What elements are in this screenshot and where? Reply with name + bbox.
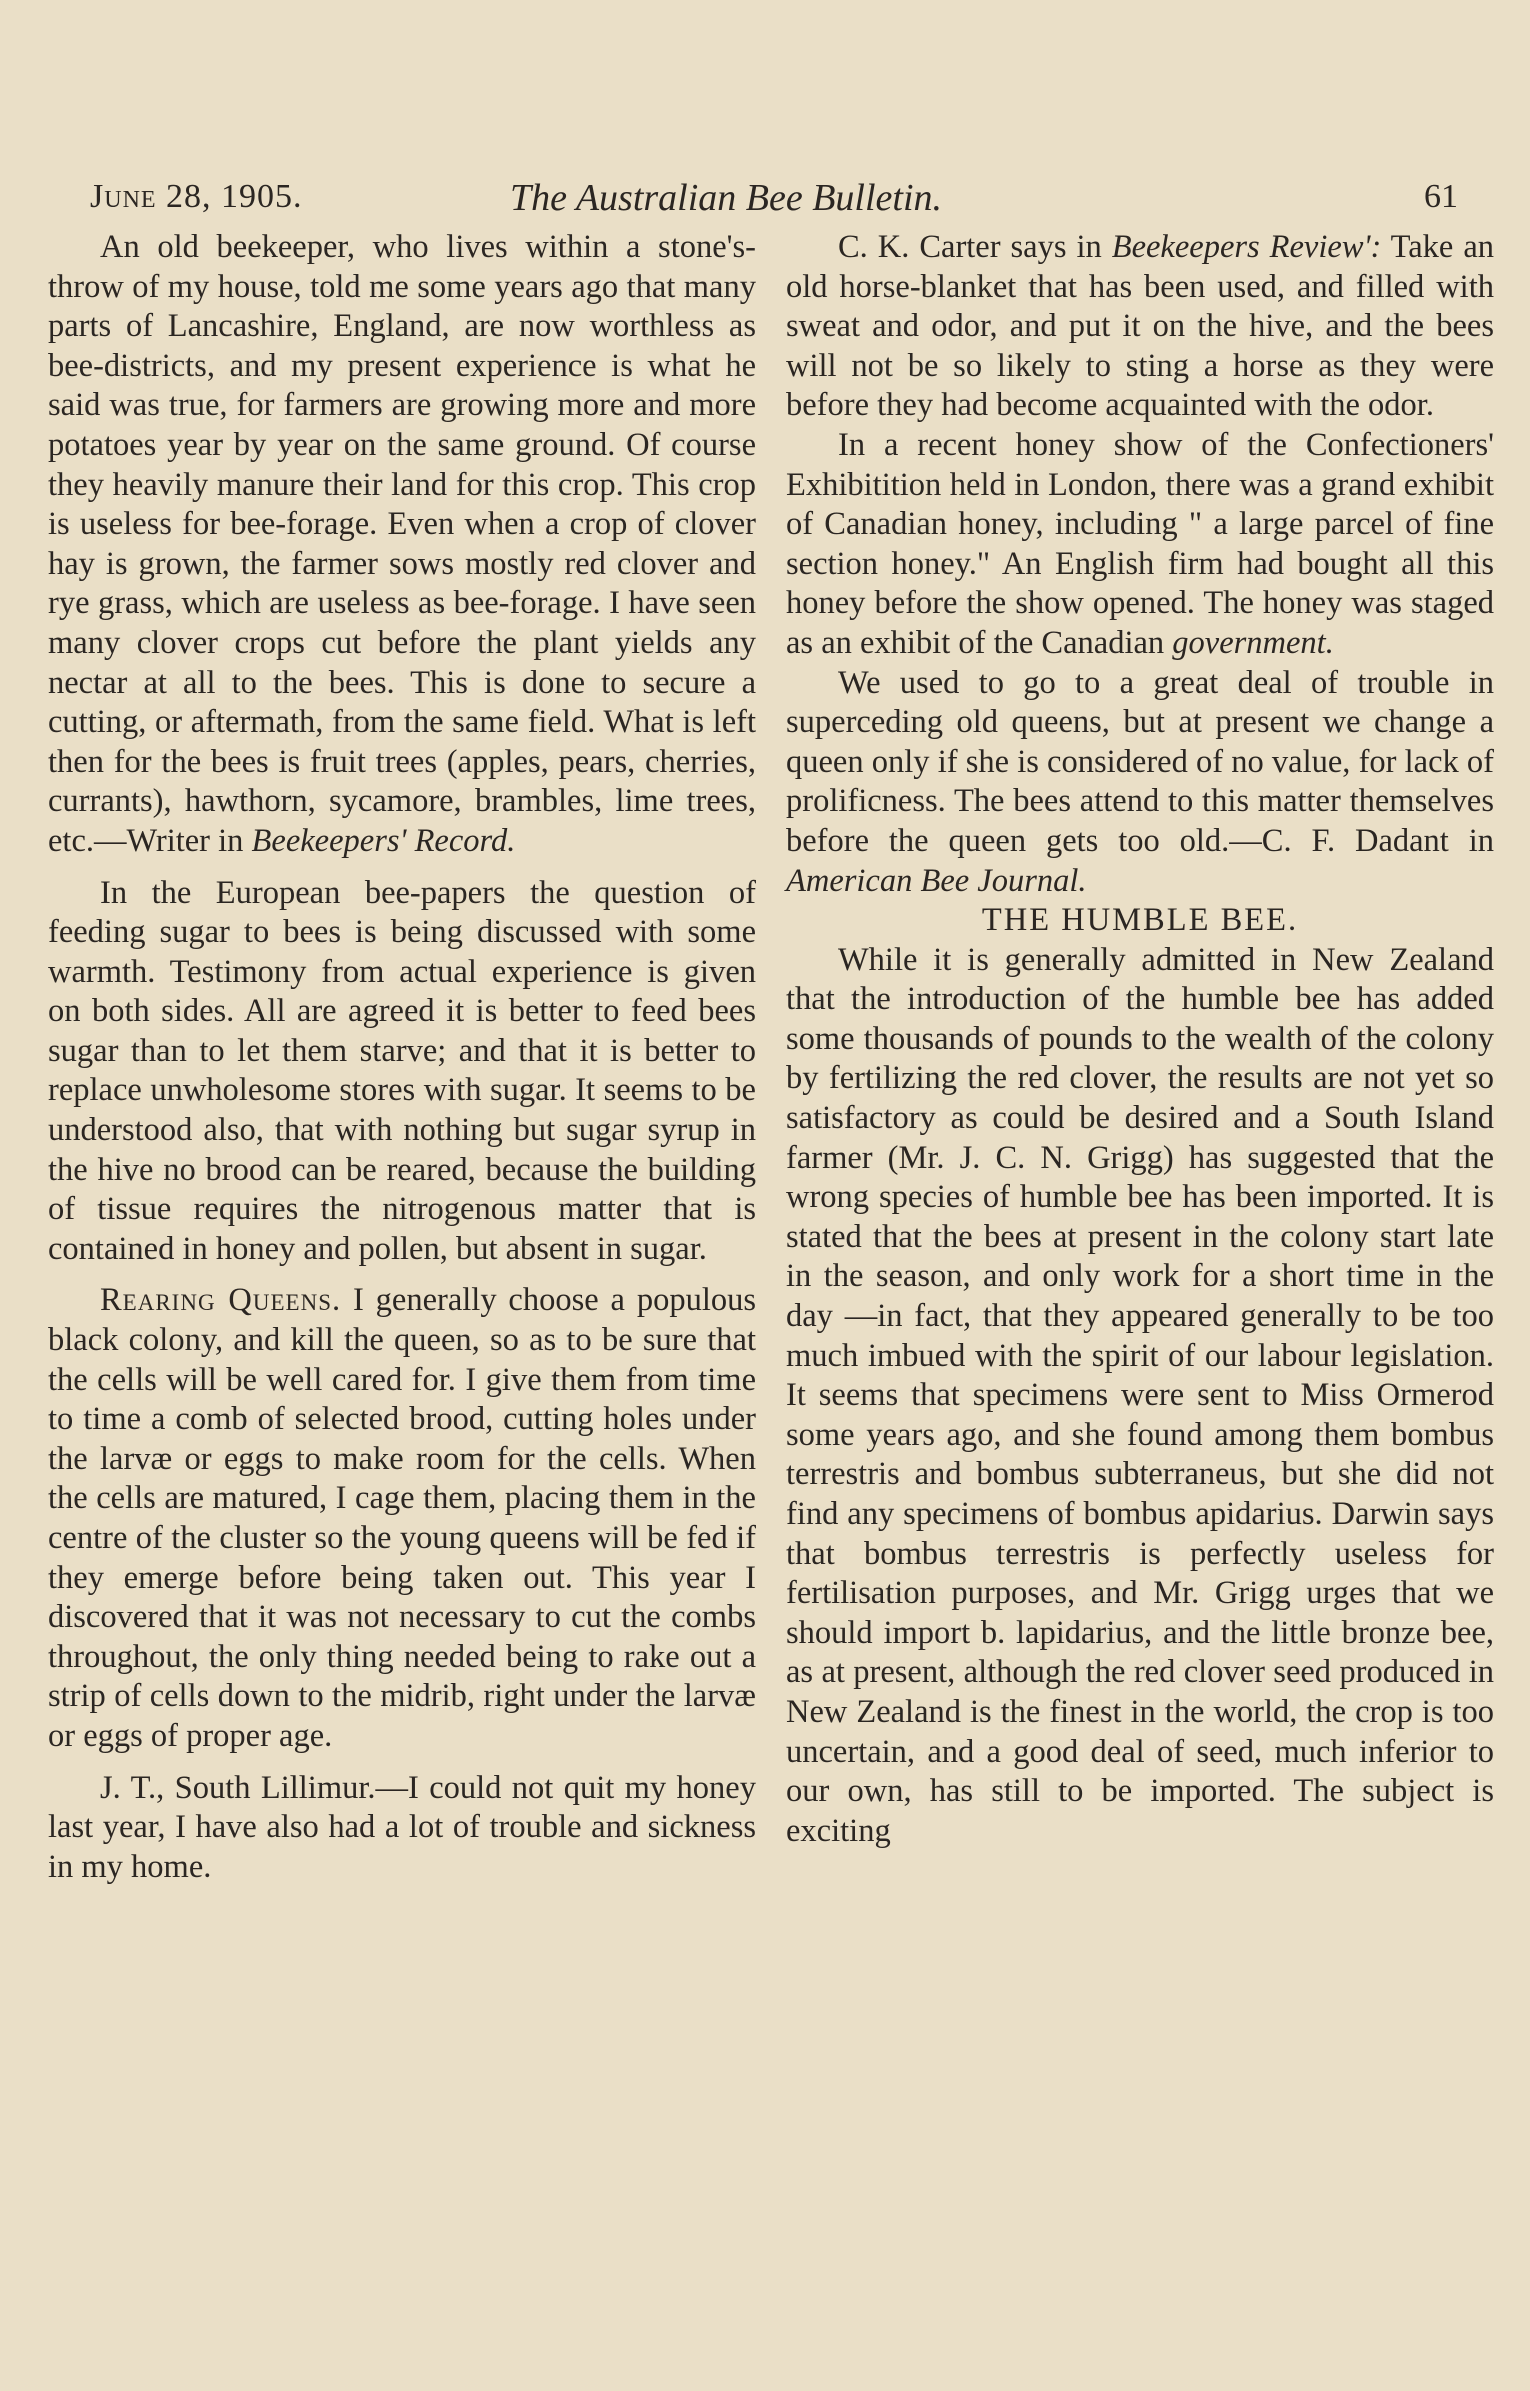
- article-humble-bee-paragraph: While it is generally admitted in New Zealand that the introduction of the humble bee has added some thousands of pounds to the wealth of the colony by fertilizing the red clover, the results are not yet so satisfactory as could be desired and a South Island farmer (Mr. J. C. N. Grigg) has suggested that the wrong species of humble bee has been imported. It is stated that the bees at present in the colony start late in the season, and only work for a short time in the day —in fact, that they appeared generally to be too much imbued with the spirit of our labour legislation. It seems that specimens were sent to Miss Ormerod some years ago, and she found among them bombus terrestris and bombus subterraneus, but she did not find any specimens of bombus apidarius. Darwin says that bombus terrestris is perfectly useless for fertilisation purposes, and Mr. Grigg urges that we should import b. lapidarius, and the little bronze bee, as at present, although the red clover seed produced in New Zealand is the finest in the world, the crop is too uncertain, and a good deal of seed, much inferior to our own, has still to be imported. The subject is exciting: [786, 941, 1494, 1849]
- article-honey-show-paragraph: [786, 426, 1494, 664]
- section-lead: Rearing Queens.: [100, 1282, 342, 1319]
- source-citation: Beekeepers Review':: [1111, 229, 1382, 265]
- article-sugar-feeding-paragraph: In the European bee-papers the question of feeding sugar to bees is being discussed with some warmth. Testimony from actual experience is given on both sides. All are agreed it is better to feed bees sugar than to let them starve; and that it is better to replace unwholesome stores with sugar. It seems to be understood also, that with nothing but sugar syrup in the hive no brood can be reared, because the building of tissue requires the nitrogenous matter that is contained in honey and pollen, but absent in sugar.: [48, 874, 756, 1267]
- left-column: [48, 228, 756, 1887]
- issue-date: June 28, 1905.: [90, 178, 303, 215]
- paragraph-lead: C. K. Carter says in: [838, 229, 1102, 265]
- page-header: [90, 178, 1458, 228]
- source-citation: Beekeepers' Record.: [251, 822, 516, 859]
- paragraph-text: In a recent honey show of the Confectioners' Exhibitition held in London, there was a grand exhibit of Canadian honey, including " a large parcel of fine section honey." An English firm had bought all this honey before the show opened. The honey was staged as an exhibit of the Canadian: [786, 426, 1494, 661]
- paragraph-text: An old beekeeper, who lives within a stone's-throw of my house, told me some years ago that many parts of Lancashire, England, are now worthless as bee-districts, and my present experience is what he said was true, for farmers are growing more and more potatoes year by year on the same ground. Of course they heavily manure their land for this crop. This crop is useless for bee-forage. Even when a crop of clover hay is grown, the farmer sows mostly red clover and rye grass, which are useless as bee-forage. I have seen many clover crops cut before the plant yields any nectar at all to the bees. This is done to secure a cutting, or aftermath, from the same field. What is left then for the bees is fruit trees (apples, pears, cherries, currants), hawthorn, sycamore, brambles, lime trees, etc.—Writer in: [48, 229, 756, 859]
- article-queens-paragraph: [786, 664, 1494, 902]
- paragraph-text: We used to go to a great deal of trouble in superceding old queens, but at present we change a queen only if she is considered of no value, for lack of prolificness. The bees attend to this matter themselves before the queen gets too old.—C. F. Dadant in: [786, 664, 1494, 859]
- article-lillimur-paragraph: J. T., South Lillimur.—I could not quit my honey last year, I have also had a lot of trouble and sickness in my home.: [48, 1769, 756, 1885]
- article-rearing-queens-paragraph: [48, 1281, 756, 1756]
- paragraph-text: Take an old horse-blanket that has been used, and filled with sweat and odor, and put it on the hive, and the bees will not be so likely to sting a horse as they were before they had become acquainted with the odor.: [786, 229, 1494, 424]
- article-lancashire-paragraph: [48, 228, 756, 862]
- paragraph-text: I generally choose a populous black colony, and kill the queen, so as to be sure that the cells will be well cared for. I give them from time to time a comb of selected brood, cutting holes under the larvæ or eggs to make room for the cells. When the cells are matured, I cage them, placing them in the centre of the cluster so the young queens will be fed if they emerge before being taken out. This year I discovered that it was not necessary to cut the combs throughout, the only thing needed being to rake out a strip of cells down to the midrib, right under the larvæ or eggs of proper age.: [48, 1282, 756, 1754]
- section-heading-humble-bee: THE HUMBLE BEE.: [981, 902, 1299, 939]
- emphasis-text: government.: [1172, 624, 1334, 661]
- article-horse-blanket-paragraph: [786, 228, 1494, 426]
- right-column: [786, 228, 1494, 1851]
- publication-title: The Australian Bee Bulletin.: [510, 177, 943, 219]
- page-number: 61: [1424, 178, 1458, 215]
- source-citation: American Bee Journal.: [786, 862, 1087, 899]
